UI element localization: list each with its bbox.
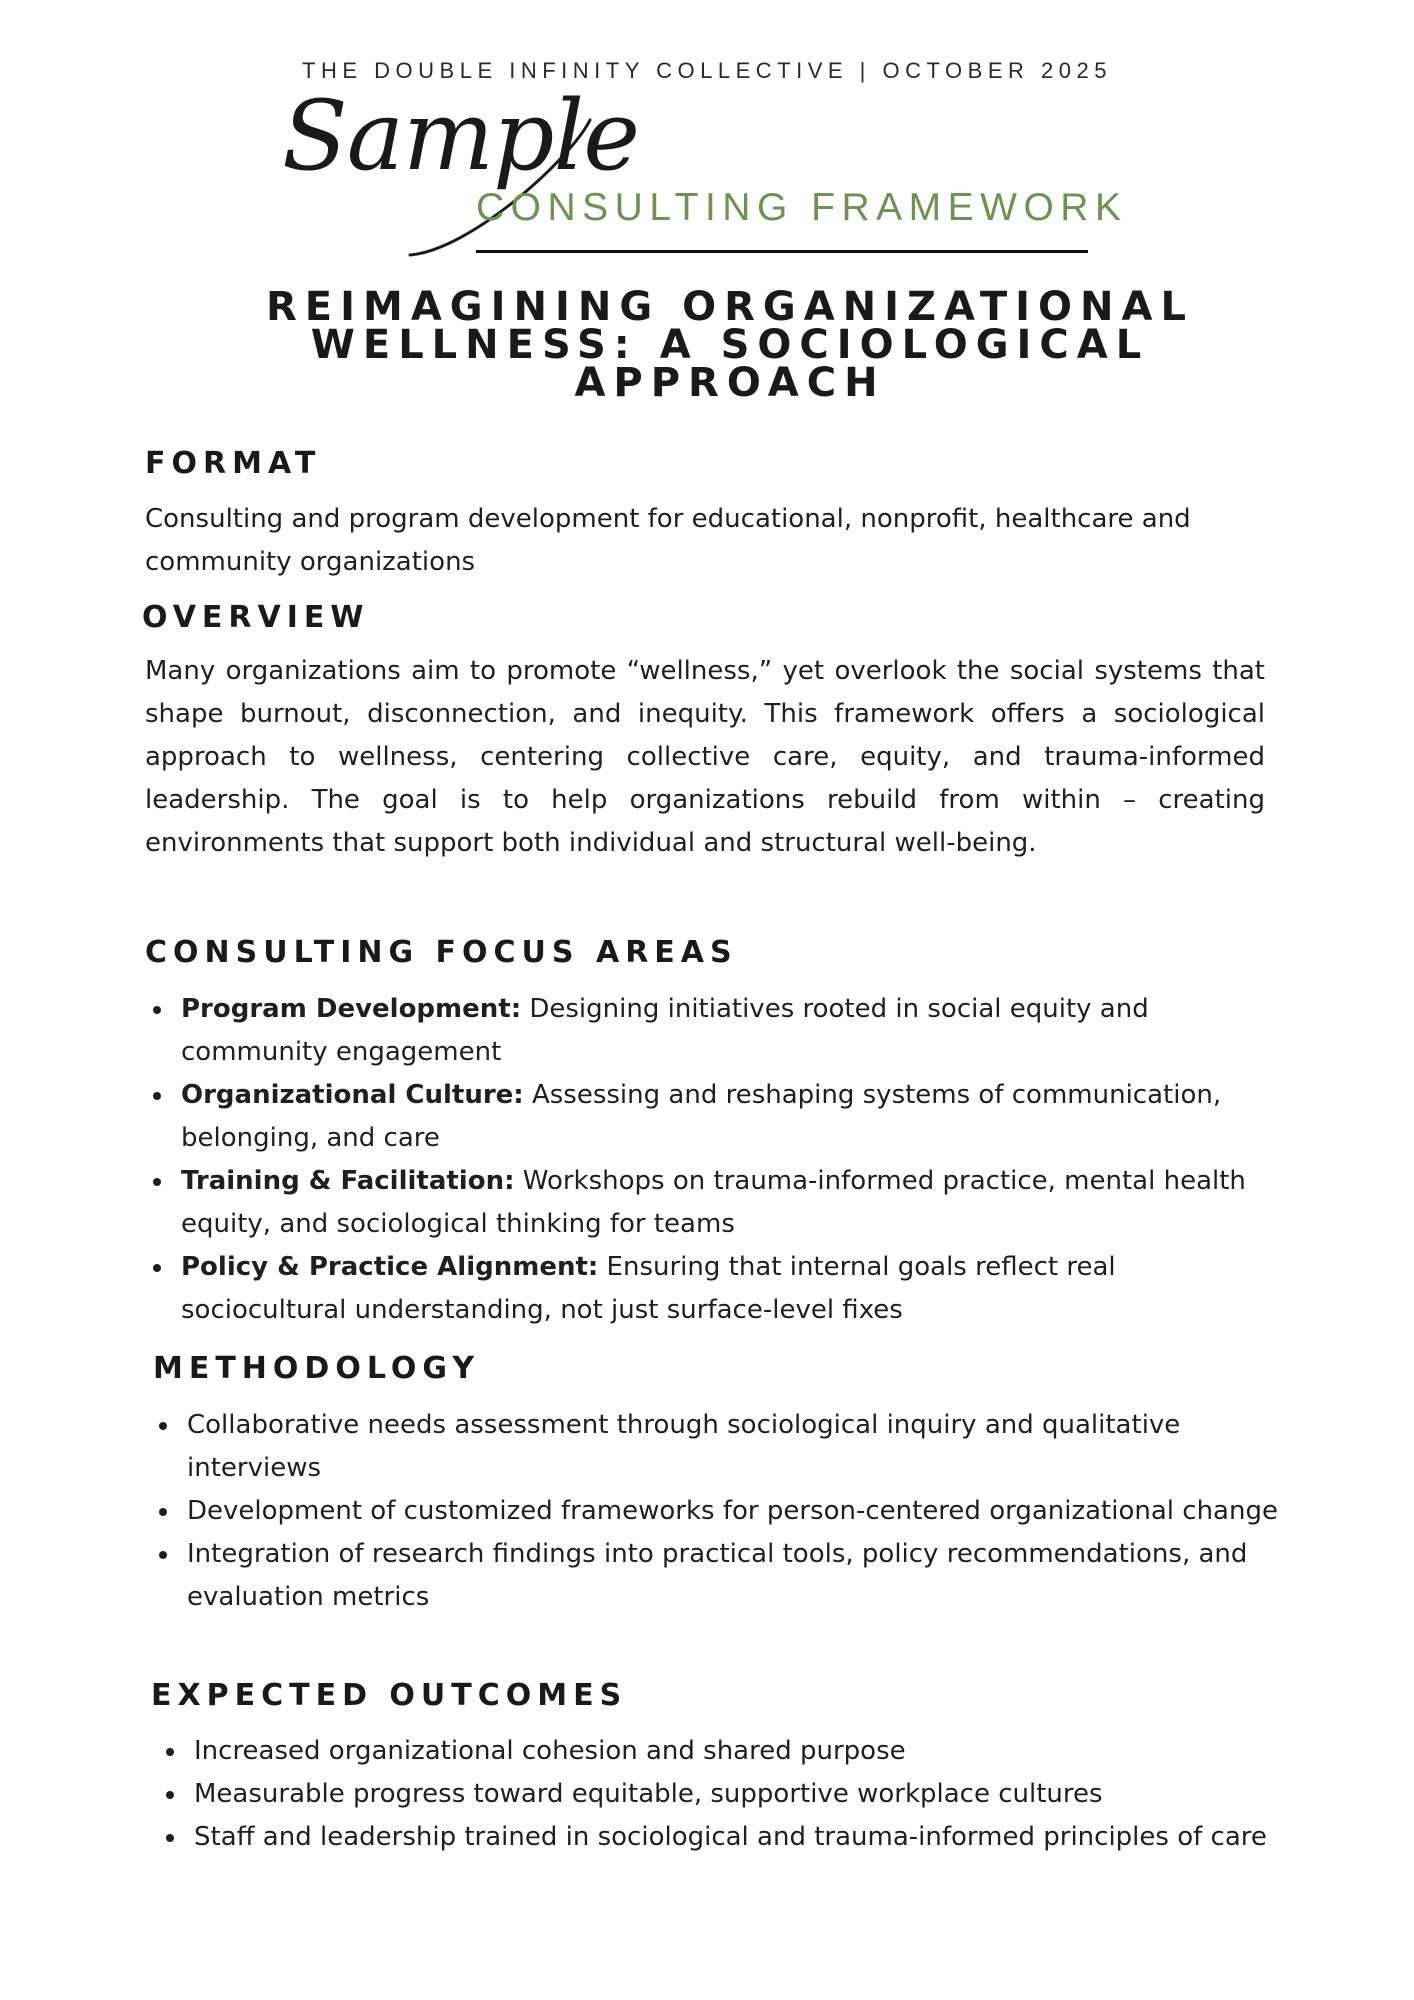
list-item: Development of customized frameworks for person-centered organizational change [151,1490,1286,1533]
focus-areas-heading: CONSULTING FOCUS AREAS [145,935,738,970]
list-item: Measurable progress toward equitable, supportive workplace cultures [158,1773,1308,1816]
list-item [145,1160,1285,1246]
list-item [145,988,1285,1074]
overview-text: Many organizations aim to promote “wellness,” yet overlook the social systems that shape burnout, disconnection, and inequity. This framework offers a sociological approach to wellness, centering collective care, equity, and trauma-informed leadership. The goal is to help organizations rebuild from within – creating environments that support both individual and structural well-being. [145,656,1265,858]
focus-item-text: Designing initiatives rooted in social equity and community engagement [181,994,1149,1067]
methodology-list [151,1404,1286,1619]
list-item: Increased organizational cohesion and shared purpose [158,1730,1308,1773]
overview-heading: OVERVIEW [142,600,370,635]
focus-item-label: Program Development: [181,994,522,1024]
focus-item-text: Workshops on trauma-informed practice, mental health equity, and sociological thinking for teams [181,1166,1246,1239]
list-item: Collaborative needs assessment through sociological inquiry and qualitative interviews [151,1404,1286,1490]
methodology-heading: METHODOLOGY [153,1351,481,1386]
list-item [145,1074,1285,1160]
format-heading: FORMAT [145,446,322,481]
list-item: Staff and leadership trained in sociological and trauma-informed principles of care [158,1816,1308,1859]
page-title: REIMAGINING ORGANIZATIONAL WELLNESS: A SOCIOLOGICAL APPROACH [266,284,1194,406]
header-kicker: THE DOUBLE INFINITY COLLECTIVE | OCTOBER 2025 [302,58,1112,83]
header-divider [476,250,1088,253]
list-item: Integration of research findings into practical tools, policy recommendations, and evaluation metrics [151,1533,1286,1619]
outcomes-heading: EXPECTED OUTCOMES [151,1678,628,1713]
focus-item-label: Organizational Culture: [181,1080,524,1110]
focus-item-text: Ensuring that internal goals reflect real sociocultural understanding, not just surface-level fixes [181,1252,1116,1325]
focus-item-text: Assessing and reshaping systems of communication, belonging, and care [181,1080,1222,1153]
outcomes-list [158,1730,1308,1859]
focus-areas-list [145,988,1285,1332]
focus-item-label: Training & Facilitation: [181,1166,515,1196]
list-item [145,1246,1285,1332]
focus-item-label: Policy & Practice Alignment: [181,1252,599,1282]
format-text: Consulting and program development for educational, nonprofit, healthcare and community organizations [145,504,1191,577]
script-flourish-decoration [270,80,630,260]
subtitle: CONSULTING FRAMEWORK [476,186,1128,229]
sample-script-wordmark: Sample [282,80,639,192]
